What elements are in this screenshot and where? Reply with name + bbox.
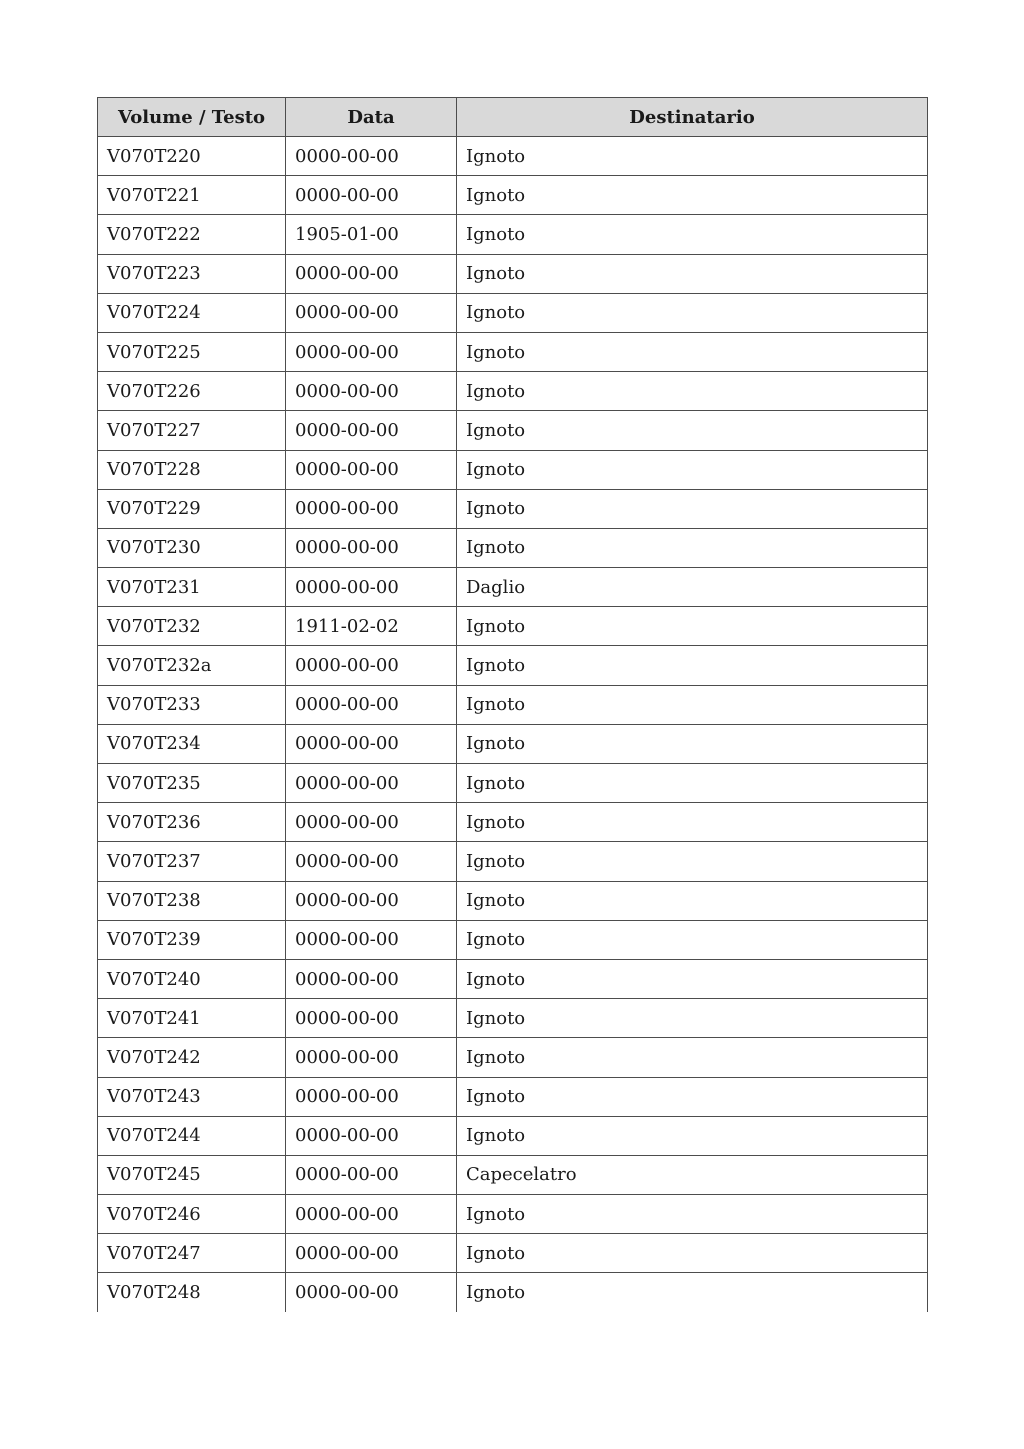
cell-data: 0000-00-00	[286, 332, 457, 371]
cell-data: 0000-00-00	[286, 1234, 457, 1273]
cell-volume-testo: V070T241	[98, 999, 286, 1038]
table-row	[98, 528, 928, 567]
cell-destinatario: Ignoto	[457, 450, 928, 489]
cell-destinatario: Ignoto	[457, 137, 928, 176]
cell-destinatario: Ignoto	[457, 372, 928, 411]
cell-volume-testo: V070T242	[98, 1038, 286, 1077]
cell-destinatario: Ignoto	[457, 1077, 928, 1116]
table-row	[98, 881, 928, 920]
cell-data: 0000-00-00	[286, 881, 457, 920]
cell-destinatario: Ignoto	[457, 920, 928, 959]
cell-volume-testo: V070T239	[98, 920, 286, 959]
cell-data: 0000-00-00	[286, 685, 457, 724]
table-row	[98, 959, 928, 998]
table-row	[98, 254, 928, 293]
table-row	[98, 1195, 928, 1234]
cell-destinatario: Ignoto	[457, 685, 928, 724]
cell-destinatario: Ignoto	[457, 803, 928, 842]
header-destinatario: Destinatario	[457, 98, 928, 137]
cell-destinatario: Ignoto	[457, 332, 928, 371]
cell-destinatario: Ignoto	[457, 215, 928, 254]
table-row	[98, 1077, 928, 1116]
cell-volume-testo: V070T247	[98, 1234, 286, 1273]
table-row	[98, 803, 928, 842]
header-data: Data	[286, 98, 457, 137]
cell-destinatario: Ignoto	[457, 293, 928, 332]
table-row	[98, 293, 928, 332]
table-row	[98, 137, 928, 176]
cell-volume-testo: V070T245	[98, 1155, 286, 1194]
cell-data: 0000-00-00	[286, 842, 457, 881]
table-row	[98, 568, 928, 607]
cell-data: 0000-00-00	[286, 724, 457, 763]
cell-destinatario: Ignoto	[457, 1038, 928, 1077]
cell-volume-testo: V070T240	[98, 959, 286, 998]
cell-volume-testo: V070T222	[98, 215, 286, 254]
table-row	[98, 1116, 928, 1155]
cell-destinatario: Ignoto	[457, 1116, 928, 1155]
table-row	[98, 332, 928, 371]
cell-data: 0000-00-00	[286, 411, 457, 450]
cell-data: 0000-00-00	[286, 1038, 457, 1077]
cell-destinatario: Capecelatro	[457, 1155, 928, 1194]
cell-data: 1911-02-02	[286, 607, 457, 646]
cell-destinatario: Ignoto	[457, 842, 928, 881]
cell-volume-testo: V070T244	[98, 1116, 286, 1155]
cell-data: 0000-00-00	[286, 920, 457, 959]
table-row	[98, 215, 928, 254]
cell-volume-testo: V070T224	[98, 293, 286, 332]
cell-destinatario: Ignoto	[457, 646, 928, 685]
cell-data: 0000-00-00	[286, 528, 457, 567]
cell-data: 0000-00-00	[286, 646, 457, 685]
cell-destinatario: Ignoto	[457, 999, 928, 1038]
table-row	[98, 607, 928, 646]
cell-data: 0000-00-00	[286, 764, 457, 803]
cell-data: 0000-00-00	[286, 372, 457, 411]
cell-volume-testo: V070T236	[98, 803, 286, 842]
cell-volume-testo: V070T229	[98, 489, 286, 528]
table-row	[98, 999, 928, 1038]
table-header	[98, 98, 928, 137]
cell-volume-testo: V070T232	[98, 607, 286, 646]
cell-data: 1905-01-00	[286, 215, 457, 254]
cell-destinatario: Ignoto	[457, 1273, 928, 1312]
cell-data: 0000-00-00	[286, 137, 457, 176]
cell-data: 0000-00-00	[286, 999, 457, 1038]
cell-volume-testo: V070T223	[98, 254, 286, 293]
table-row	[98, 920, 928, 959]
cell-data: 0000-00-00	[286, 959, 457, 998]
cell-destinatario: Ignoto	[457, 528, 928, 567]
cell-volume-testo: V070T230	[98, 528, 286, 567]
cell-destinatario: Ignoto	[457, 959, 928, 998]
cell-data: 0000-00-00	[286, 1155, 457, 1194]
cell-destinatario: Ignoto	[457, 1234, 928, 1273]
cell-volume-testo: V070T231	[98, 568, 286, 607]
cell-volume-testo: V070T238	[98, 881, 286, 920]
cell-volume-testo: V070T220	[98, 137, 286, 176]
table-row	[98, 646, 928, 685]
letters-table	[97, 97, 928, 1312]
table-row	[98, 685, 928, 724]
table-row	[98, 1038, 928, 1077]
table-row	[98, 489, 928, 528]
cell-data: 0000-00-00	[286, 489, 457, 528]
cell-destinatario: Ignoto	[457, 724, 928, 763]
table-row	[98, 1273, 928, 1312]
cell-data: 0000-00-00	[286, 1077, 457, 1116]
table-row	[98, 764, 928, 803]
cell-data: 0000-00-00	[286, 254, 457, 293]
cell-data: 0000-00-00	[286, 450, 457, 489]
table-body	[98, 137, 928, 1313]
table-row	[98, 1234, 928, 1273]
cell-volume-testo: V070T225	[98, 332, 286, 371]
cell-volume-testo: V070T234	[98, 724, 286, 763]
cell-volume-testo: V070T226	[98, 372, 286, 411]
cell-destinatario: Daglio	[457, 568, 928, 607]
cell-volume-testo: V070T232a	[98, 646, 286, 685]
cell-data: 0000-00-00	[286, 568, 457, 607]
cell-destinatario: Ignoto	[457, 607, 928, 646]
cell-volume-testo: V070T221	[98, 176, 286, 215]
cell-volume-testo: V070T233	[98, 685, 286, 724]
cell-volume-testo: V070T235	[98, 764, 286, 803]
cell-destinatario: Ignoto	[457, 176, 928, 215]
cell-destinatario: Ignoto	[457, 1195, 928, 1234]
cell-volume-testo: V070T246	[98, 1195, 286, 1234]
table-row	[98, 372, 928, 411]
cell-data: 0000-00-00	[286, 1116, 457, 1155]
cell-destinatario: Ignoto	[457, 764, 928, 803]
table-row	[98, 1155, 928, 1194]
table-row	[98, 724, 928, 763]
cell-destinatario: Ignoto	[457, 411, 928, 450]
cell-volume-testo: V070T248	[98, 1273, 286, 1312]
cell-data: 0000-00-00	[286, 176, 457, 215]
header-volume-testo: Volume / Testo	[98, 98, 286, 137]
cell-data: 0000-00-00	[286, 1195, 457, 1234]
cell-volume-testo: V070T243	[98, 1077, 286, 1116]
cell-destinatario: Ignoto	[457, 489, 928, 528]
cell-data: 0000-00-00	[286, 803, 457, 842]
table-row	[98, 176, 928, 215]
table-row	[98, 411, 928, 450]
cell-destinatario: Ignoto	[457, 254, 928, 293]
cell-destinatario: Ignoto	[457, 881, 928, 920]
cell-data: 0000-00-00	[286, 293, 457, 332]
cell-volume-testo: V070T228	[98, 450, 286, 489]
table-row	[98, 450, 928, 489]
cell-volume-testo: V070T227	[98, 411, 286, 450]
table-row	[98, 842, 928, 881]
cell-data: 0000-00-00	[286, 1273, 457, 1312]
cell-volume-testo: V070T237	[98, 842, 286, 881]
header-row	[98, 98, 928, 137]
